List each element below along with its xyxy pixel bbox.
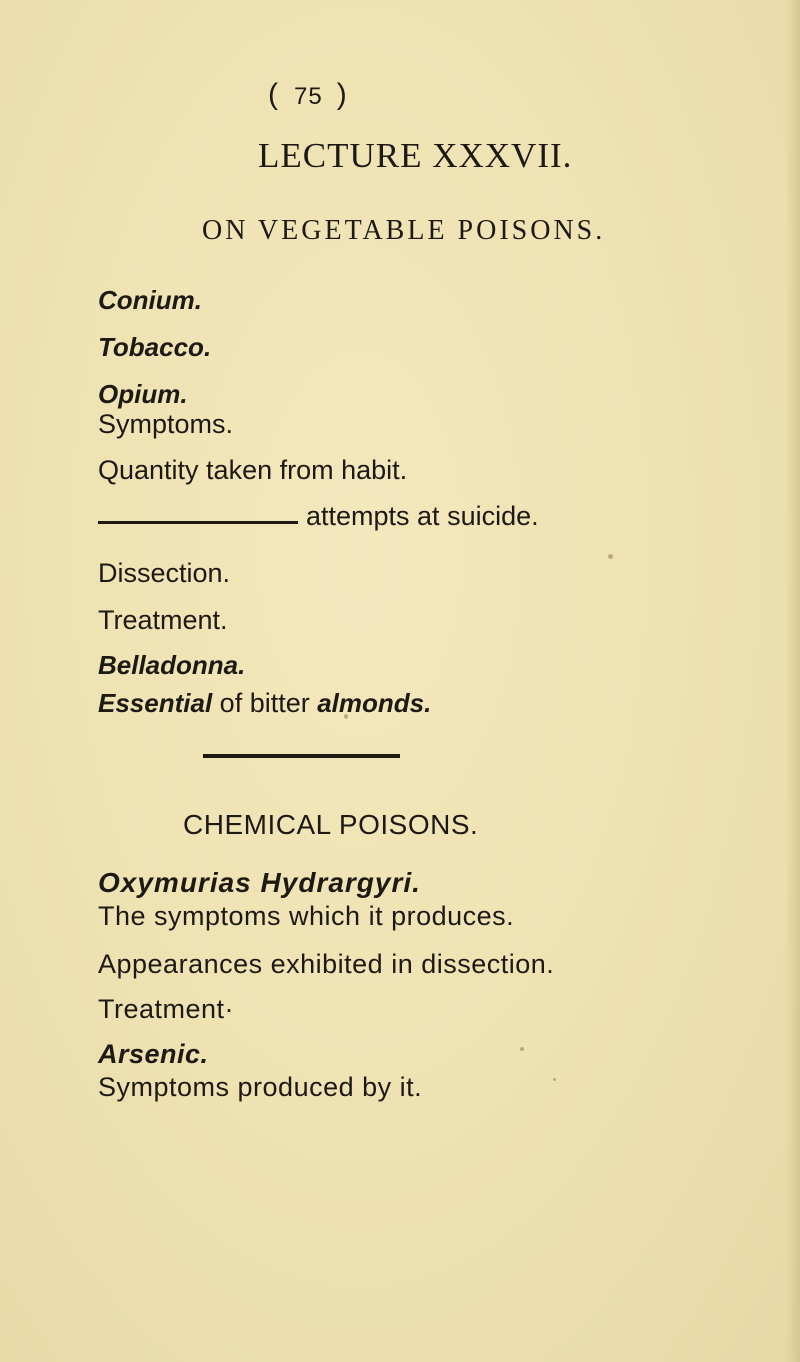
ditto-dash <box>292 521 298 524</box>
page-number-header <box>268 80 349 110</box>
page-edge-shadow <box>786 0 800 1362</box>
lecture-title: LECTURE XXXVII. <box>258 136 573 175</box>
page-number: 75 <box>294 83 323 110</box>
item-symptoms-produced: Symptoms produced by it. <box>98 1072 423 1102</box>
essential-word: Essential <box>98 688 213 718</box>
item-attempts-suicide: attempts at suicide. <box>306 501 539 531</box>
ditto-dash <box>98 521 182 524</box>
item-conium: Conium. <box>98 285 202 315</box>
item-chem-treatment: Treatment· <box>98 994 235 1024</box>
section-divider <box>203 754 400 758</box>
of-bitter-text: of bitter <box>212 688 318 718</box>
item-oxymurias: Oxymurias Hydrargyri. <box>98 867 421 898</box>
item-dissection: Dissection. <box>98 558 231 588</box>
item-symptoms: Symptoms. <box>98 409 234 439</box>
paper-speck <box>553 1078 556 1081</box>
item-treatment: Treatment. <box>98 605 228 635</box>
item-opium: Opium. <box>98 379 188 409</box>
section-title: ON VEGETABLE POISONS. <box>202 215 606 246</box>
ditto-dash <box>181 521 293 524</box>
item-essential-almonds <box>98 690 431 717</box>
paper-speck <box>520 1047 524 1051</box>
item-appearances: Appearances exhibited in dissection. <box>98 949 555 979</box>
chemical-poisons-title: CHEMICAL POISONS. <box>183 809 479 840</box>
item-quantity: Quantity taken from habit. <box>98 455 408 485</box>
item-tobacco: Tobacco. <box>98 332 212 362</box>
item-belladonna: Belladonna. <box>98 650 246 680</box>
item-chem-symptoms: The symptoms which it produces. <box>98 901 515 931</box>
almonds-word: almonds. <box>317 688 432 718</box>
item-arsenic: Arsenic. <box>98 1039 209 1069</box>
paper-speck <box>608 554 613 559</box>
close-paren: ) <box>336 78 349 111</box>
open-paren: ( <box>268 78 280 111</box>
